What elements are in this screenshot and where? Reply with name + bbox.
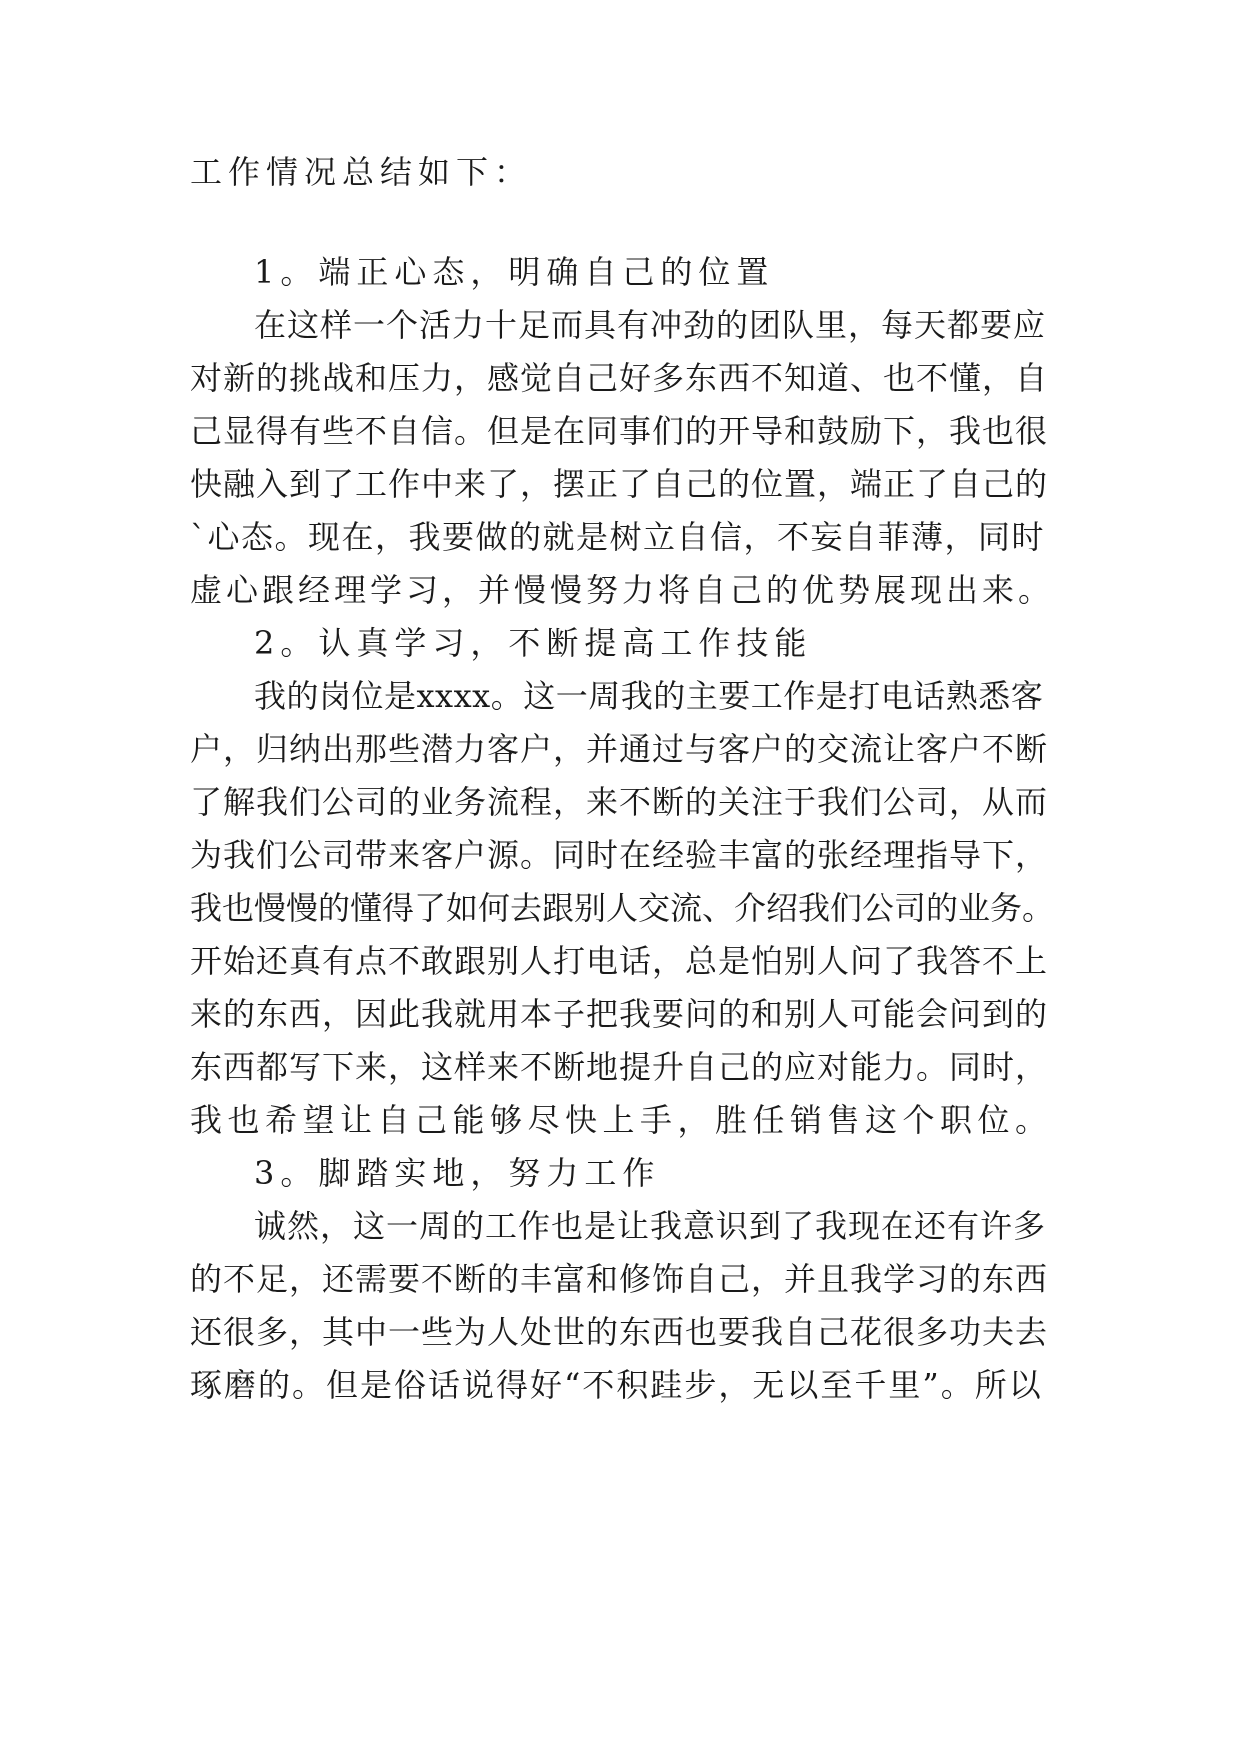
paragraph-line: 虚心跟经理学习，并慢慢努力将自己的优势展现出来。 (190, 571, 1055, 609)
paragraph-line: `心态。现在，我要做的就是树立自信，不妄自菲薄，同时 (190, 518, 1046, 556)
paragraph-line: 琢磨的。但是俗话说得好“不积跬步，无以至千里”。所以 (190, 1366, 1043, 1404)
paragraph-line: 我也希望让自己能够尽快上手，胜任销售这个职位。 (190, 1101, 1053, 1139)
paragraph-line: 己显得有些不自信。但是在同事们的开导和鼓励下，我也很 (190, 412, 1049, 450)
paragraph-line: 诚然，这一周的工作也是让我意识到了我现在还有许多 (254, 1207, 1047, 1245)
paragraph-line: 户，归纳出那些潜力客户，并通过与客户的交流让客户不断 (190, 730, 1049, 768)
paragraph-line: 来的东西，因此我就用本子把我要问的和别人可能会问到的 (190, 995, 1049, 1033)
paragraph-line: 还很多，其中一些为人处世的东西也要我自己花很多功夫去 (190, 1313, 1049, 1351)
paragraph-line: 开始还真有点不敢跟别人打电话，总是怕别人问了我答不上 (190, 942, 1049, 980)
paragraph-line: 我的岗位是xxxx。这一周我的主要工作是打电话熟悉客 (254, 677, 1044, 715)
paragraph-line: 的不足，还需要不断的丰富和修饰自己，并且我学习的东西 (190, 1260, 1049, 1298)
paragraph-line: 东西都写下来，这样来不断地提升自己的应对能力。同时， (190, 1048, 1049, 1086)
intro-line: 工作情况总结如下： (190, 153, 533, 191)
section-heading-3: 3。脚踏实地，努力工作 (254, 1154, 661, 1192)
paragraph-line: 了解我们公司的业务流程，来不断的关注于我们公司，从而 (190, 783, 1049, 821)
paragraph-line: 在这样一个活力十足而具有冲劲的团队里，每天都要应 (254, 306, 1047, 344)
paragraph-line: 我也慢慢的懂得了如何去跟别人交流、介绍我们公司的业务。 (190, 889, 1055, 927)
section-heading-2: 2。认真学习，不断提高工作技能 (254, 624, 813, 662)
paragraph-line: 对新的挑战和压力，感觉自己好多东西不知道、也不懂，自 (190, 359, 1049, 397)
paragraph-line: 快融入到了工作中来了，摆正了自己的位置，端正了自己的 (190, 465, 1049, 503)
section-heading-1: 1。端正心态，明确自己的位置 (254, 253, 775, 291)
paragraph-line: 为我们公司带来客户源。同时在经验丰富的张经理指导下， (190, 836, 1049, 874)
